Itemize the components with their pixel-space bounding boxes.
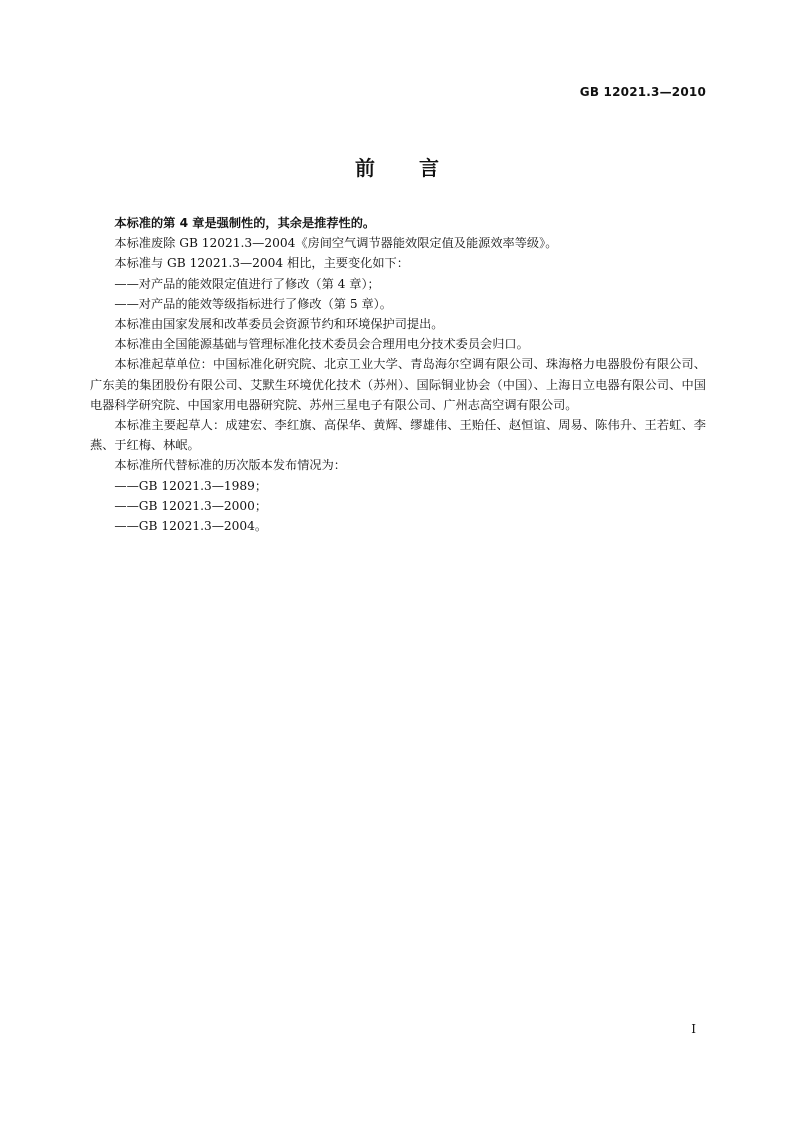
page-title: 前言	[355, 156, 483, 180]
paragraph-replaces: 本标准废除 GB 12021.3—2004《房间空气调节器能效限定值及能源效率等级》。	[114, 236, 558, 251]
standard-number: GB 12021.3—2010	[579, 85, 706, 99]
paragraph-history-item: ——GB 12021.3—1989；	[114, 478, 268, 493]
page-number: I	[691, 1022, 696, 1036]
paragraph-history-item: ——GB 12021.3—2000；	[114, 498, 268, 513]
paragraph-history-intro: 本标准所代替标准的历次版本发布情况为：	[114, 458, 346, 473]
paragraph-drafters: 本标准主要起草人：成建宏、李红旗、高保华、黄辉、缪雄伟、王贻任、赵恒谊、周易、陈伟升、王若虹、李燕、于红梅、林岷。	[90, 418, 706, 453]
paragraph-changes-intro: 本标准与 GB 12021.3—2004 相比，主要变化如下：	[114, 256, 409, 271]
paragraph-change-item: ——对产品的能效限定值进行了修改（第 4 章）；	[114, 276, 380, 291]
paragraph-change-item: ——对产品的能效等级指标进行了修改（第 5 章）。	[114, 296, 392, 311]
paragraph-centralized-by: 本标准由全国能源基础与管理标准化技术委员会合理用电分技术委员会归口。	[114, 337, 529, 352]
foreword-body	[90, 213, 706, 536]
paragraph-history-item: ——GB 12021.3—2004。	[114, 519, 268, 534]
paragraph-drafting-units: 本标准起草单位：中国标准化研究院、北京工业大学、青岛海尔空调有限公司、珠海格力电器股份有限公司、广东美的集团股份有限公司、艾默生环境优化技术（苏州）、国际铜业协会（中国）、上海日立电器有限公司、中国电器科学研究院、中国家用电器研究院、苏州三星电子有限公司、广州志高空调有限公司。	[90, 357, 706, 412]
paragraph-mandatory-note: 本标准的第 4 章是强制性的，其余是推荐性的。	[114, 216, 376, 230]
paragraph-proposed-by: 本标准由国家发展和改革委员会资源节约和环境保护司提出。	[114, 317, 444, 332]
